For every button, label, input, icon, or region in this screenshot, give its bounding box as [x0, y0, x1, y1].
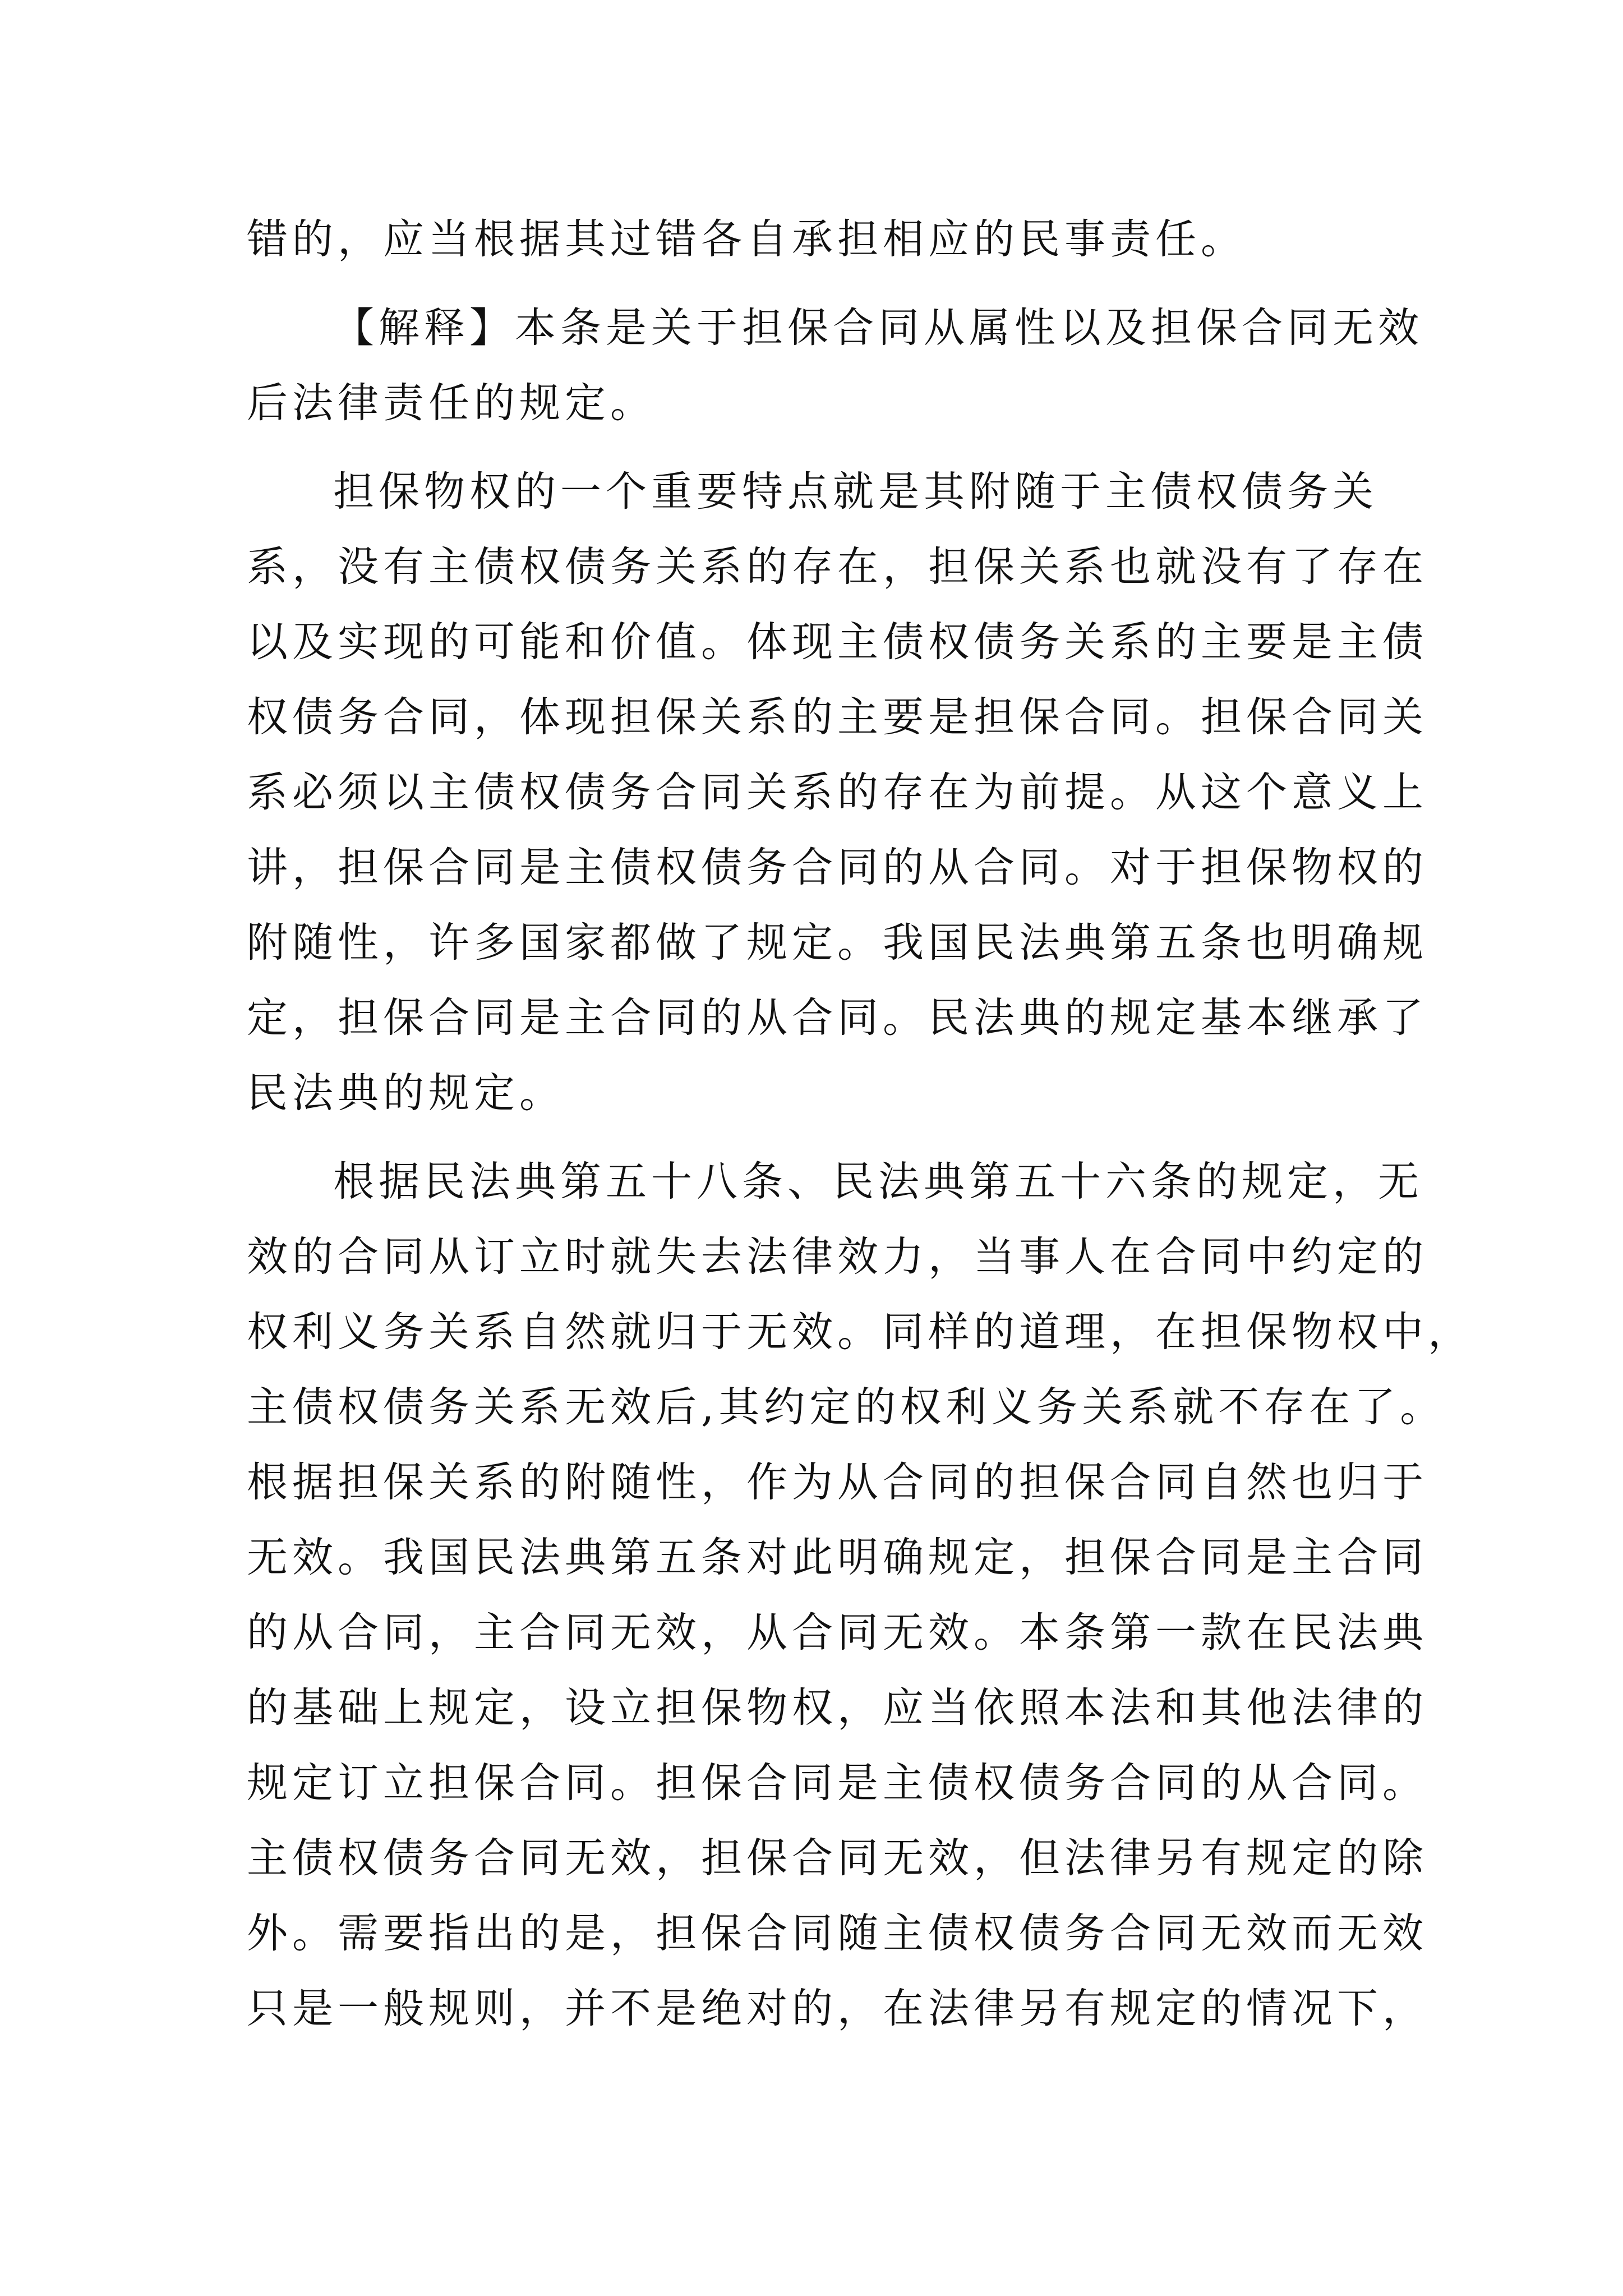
text-line: 讲，担保合同是主债权债务合同的从合同。对于担保物权的 — [247, 844, 1428, 891]
text-line: 【解释】本条是关于担保合同从属性以及担保合同无效 — [333, 304, 1423, 352]
text-line: 错的，应当根据其过错各自承担相应的民事责任。 — [247, 215, 1246, 263]
text-line: 无效。我国民法典第五条对此明确规定，担保合同是主合同 — [247, 1534, 1428, 1581]
text-line: 以及实现的可能和价值。体现主债权债务关系的主要是主债 — [247, 618, 1428, 666]
text-line: 的从合同，主合同无效，从合同无效。本条第一款在民法典 — [247, 1609, 1428, 1657]
text-line: 只是一般规则，并不是绝对的，在法律另有规定的情况下， — [247, 1985, 1428, 2032]
text-line: 系，没有主债权债务关系的存在，担保关系也就没有了存在 — [247, 543, 1428, 591]
text-line: 民法典的规定。 — [247, 1069, 565, 1117]
text-line: 担保物权的一个重要特点就是其附随于主债权债务关 — [333, 468, 1378, 516]
text-line: 效的合同从订立时就失去法律效力，当事人在合同中约定的 — [247, 1233, 1428, 1281]
text-line: 权债务合同，体现担保关系的主要是担保合同。担保合同关 — [247, 693, 1428, 741]
text-line: 后法律责任的规定。 — [247, 379, 656, 427]
text-line: 规定订立担保合同。担保合同是主债权债务合同的从合同。 — [247, 1759, 1428, 1807]
text-line: 定，担保合同是主合同的从合同。民法典的规定基本继承了 — [247, 994, 1428, 1042]
text-line: 主债权债务合同无效，担保合同无效，但法律另有规定的除 — [247, 1834, 1428, 1882]
text-line: 权利义务关系自然就归于无效。同样的道理，在担保物权中， — [247, 1308, 1473, 1356]
text-line: 主债权债务关系无效后,其约定的权利义务关系就不存在了。 — [247, 1383, 1446, 1431]
text-line: 根据民法典第五十八条、民法典第五十六条的规定，无 — [333, 1158, 1423, 1205]
text-line: 外。需要指出的是，担保合同随主债权债务合同无效而无效 — [247, 1910, 1428, 1957]
text-line: 的基础上规定，设立担保物权，应当依照本法和其他法律的 — [247, 1684, 1428, 1732]
body-text — [247, 202, 1473, 2046]
text-line: 附随性，许多国家都做了规定。我国民法典第五条也明确规 — [247, 919, 1428, 967]
text-line: 系必须以主债权债务合同关系的存在为前提。从这个意义上 — [247, 769, 1428, 816]
text-line: 根据担保关系的附随性，作为从合同的担保合同自然也归于 — [247, 1458, 1428, 1506]
